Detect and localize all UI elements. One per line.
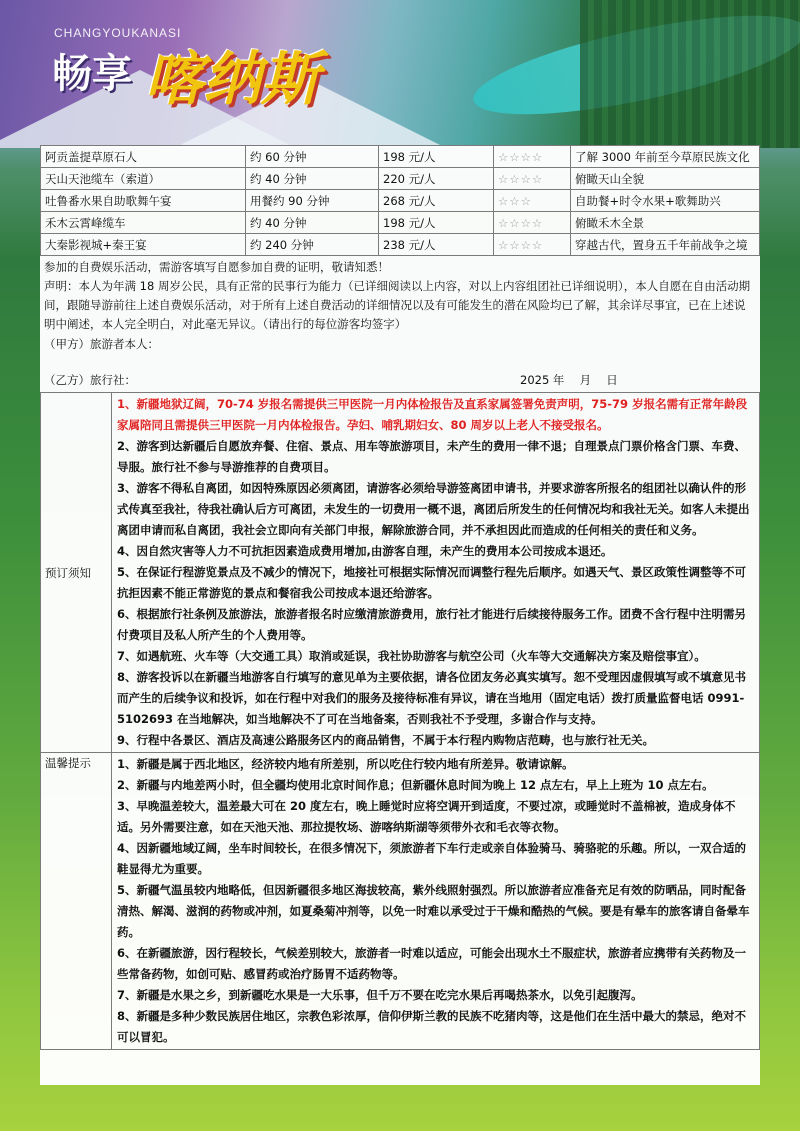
booking-note-item: 3、游客不得私自离团，如因特殊原因必须离团，请游客必须给导游签离团申请书，并要求游客所报名的组团社以确认件的形式传真至我社，待我社确认后方可离团，未发生的一切费用一概不退，离团后所发生的任何情况均和我社无关。如客人未提出离团申请而私自离团，我社会立即向有关部门申报，解除旅游合同，并不承担因此而造成的任何相关的责任和义务。 bbox=[117, 481, 750, 537]
activity-name: 天山天池缆车（索道） bbox=[41, 168, 246, 190]
travel-tips-label: 温馨提示 bbox=[41, 753, 112, 1050]
booking-note-item: 1、新疆地狱辽阔，70-74 岁报名需提供三甲医院一月内体检报告及直系家属签署免责声明，75-79 岁报名需有正常年龄段家属陪同且需提供三甲医院一月内体检报告。孕妇、哺乳期妇女、80 周岁以上老人不接受报名。 bbox=[117, 397, 748, 432]
activity-rating: ☆☆☆☆ bbox=[494, 212, 571, 234]
banner-title-script: 喀纳斯 bbox=[145, 45, 320, 113]
activity-rating: ☆☆☆☆ bbox=[494, 234, 571, 256]
activity-description: 俯瞰天山全貌 bbox=[571, 168, 760, 190]
forest-graphic bbox=[580, 0, 800, 148]
booking-note-item: 6、根据旅行社条例及旅游法，旅游者报名时应缴清旅游费用，旅行社才能进行后续接待服务工作。团费不含行程中注明需另付费项目及私人所产生的个人费用等。 bbox=[117, 607, 746, 642]
activity-rating: ☆☆☆☆ bbox=[494, 168, 571, 190]
booking-note-item: 7、如遇航班、火车等（大交通工具）取消或延误，我社协助游客与航空公司（火车等大交通解决方案及赔偿事宜）。 bbox=[117, 649, 706, 663]
table-row bbox=[41, 168, 760, 190]
party-a-label: （甲方）旅游者本人： bbox=[44, 337, 159, 351]
activity-duration: 用餐约 90 分钟 bbox=[246, 190, 379, 212]
optional-activities-table bbox=[40, 145, 760, 256]
booking-note-item: 9、行程中各景区、酒店及高速公路服务区内的商品销售，不属于本行程内购物店范畴，也与旅行社无关。 bbox=[117, 733, 654, 747]
self-pay-notice: 参加的自费娱乐活动，需游客填写自愿参加自费的证明，敬请知悉！ bbox=[44, 260, 389, 274]
travel-tips-content bbox=[112, 753, 760, 1050]
tip-item: 2、新疆与内地差两小时，但全疆均使用北京时间作息；但新疆休息时间为晚上 12 点左右，早上上班为 10 点左右。 bbox=[117, 778, 714, 792]
activity-duration: 约 240 分钟 bbox=[246, 234, 379, 256]
activity-name: 禾木云霄峰缆车 bbox=[41, 212, 246, 234]
party-a-signature-line bbox=[40, 334, 760, 354]
tip-item: 3、早晚温差较大，温差最大可在 20 度左右，晚上睡觉时应将空调开到适度，不要过凉，或睡觉时不盖棉被，造成身体不适。另外需要注意，如在天池天池、那拉提牧场、游喀纳斯湖等须带外衣和毛衣等衣物。 bbox=[117, 799, 736, 834]
table-row bbox=[41, 146, 760, 168]
table-row bbox=[41, 190, 760, 212]
activity-price: 220 元/人 bbox=[379, 168, 494, 190]
booking-notes-table bbox=[40, 392, 760, 1050]
banner-title-prefix: 畅享 bbox=[52, 51, 132, 97]
booking-notes-label: 预订须知 bbox=[41, 393, 112, 753]
tip-item: 4、因新疆地域辽阔，坐车时间较长，在很多情况下，须旅游者下车行走或亲自体验骑马、骑骆驼的乐趣。所以，一双合适的鞋显得尤为重要。 bbox=[117, 841, 746, 876]
banner-subtitle: CHANGYOUKANASI bbox=[54, 26, 182, 40]
tip-item: 1、新疆是属于西北地区，经济较内地有所差别，所以吃住行较内地有所差异。敬请谅解。 bbox=[117, 757, 574, 771]
activity-name: 大秦影视城+秦王宴 bbox=[41, 234, 246, 256]
signature-date: 2025 年 月 日 bbox=[520, 373, 618, 387]
document-sheet bbox=[40, 145, 760, 1085]
tip-item: 5、新疆气温虽较内地略低，但因新疆很多地区海拔较高，紫外线照射强烈。所以旅游者应准备充足有效的防晒品，同时配备清热、解渴、滋润的药物或冲剂，如夏桑菊冲剂等，以免一时难以承受过于干燥和酷热的气候。要是有晕车的旅客请自备晕车药。 bbox=[117, 883, 750, 939]
booking-note-item: 4、因自然灾害等人力不可抗拒因素造成费用增加,由游客自理，未产生的费用本公司按成本退还。 bbox=[117, 544, 613, 558]
activity-description: 穿越古代，置身五千年前战争之境 bbox=[571, 234, 760, 256]
activity-price: 198 元/人 bbox=[379, 212, 494, 234]
activity-name: 阿贡盖提草原石人 bbox=[41, 146, 246, 168]
booking-notes-content bbox=[112, 393, 760, 753]
activity-duration: 约 40 分钟 bbox=[246, 168, 379, 190]
activity-duration: 约 60 分钟 bbox=[246, 146, 379, 168]
activity-name: 吐鲁番水果自助歌舞午宴 bbox=[41, 190, 246, 212]
activity-description: 自助餐+时令水果+歌舞助兴 bbox=[571, 190, 760, 212]
footer-background bbox=[0, 1085, 800, 1131]
booking-note-item: 8、游客投诉以在新疆当地游客自行填写的意见单为主要依据，请各位团友务必真实填写。恕不受理因虚假填写或不填意见书而产生的后续争议和投诉，如在行程中对我们的服务及接待标准有异议，请在当地用（固定电话）拨打质量监督电话 0991-5102693 在当地解决，如当地解决不了可在当地备案，否则我社不予受理，多谢合作与支持。 bbox=[117, 670, 746, 726]
party-b-signature-line bbox=[40, 370, 760, 390]
activity-description: 了解 3000 年前至今草原民族文化 bbox=[571, 146, 760, 168]
party-b-label: （乙方）旅行社： bbox=[44, 373, 136, 387]
declaration-text: 声明：本人为年满 18 周岁公民，具有正常的民事行为能力（已详细阅读以上内容，对以上内容组团社已详细说明），本人自愿在自由活动期间，跟随导游前往上述自费娱乐活动，对于所有上述自费活动的详细情况以及有可能发生的潜在风险均已了解，其余详尽事宜，已在上述说明中阐述，本人完全明白，对此毫无异议。（请出行的每位游客均签字） bbox=[44, 279, 751, 331]
activity-description: 俯瞰禾木全景 bbox=[571, 212, 760, 234]
booking-note-item: 5、在保证行程游览景点及不减少的情况下，地接社可根据实际情况而调整行程先后顺序。如遇天气、景区政策性调整等不可抗拒因素不能正常游览的景点和餐宿我公司按成本退还给游客。 bbox=[117, 565, 746, 600]
activity-duration: 约 40 分钟 bbox=[246, 212, 379, 234]
activity-price: 268 元/人 bbox=[379, 190, 494, 212]
tip-item: 7、新疆是水果之乡，到新疆吃水果是一大乐事，但千万不要在吃完水果后再喝热茶水，以免引起腹泻。 bbox=[117, 988, 643, 1002]
activity-rating: ☆☆☆ bbox=[494, 190, 571, 212]
booking-note-item: 2、游客到达新疆后自愿放弃餐、住宿、景点、用车等旅游项目，未产生的费用一律不退；自理景点门票价格含门票、车费、导服。旅行社不参与导游推荐的自费项目。 bbox=[117, 439, 746, 474]
activity-price: 238 元/人 bbox=[379, 234, 494, 256]
booking-notes-row bbox=[41, 393, 760, 753]
table-row bbox=[41, 234, 760, 256]
tip-item: 8、新疆是多种少数民族居住地区，宗教色彩浓厚，信仰伊斯兰教的民族不吃猪肉等，这是他们在生活中最大的禁忌，绝对不可以冒犯。 bbox=[117, 1009, 746, 1044]
activity-rating: ☆☆☆☆ bbox=[494, 146, 571, 168]
tip-item: 6、在新疆旅游，因行程较长，气候差别较大，旅游者一时难以适应，可能会出现水土不服症状，旅游者应携带有关药物及一些常备药物，如创可贴、感冒药或治疗肠胃不适药物等。 bbox=[117, 946, 746, 981]
header-banner bbox=[0, 0, 800, 148]
signature-spacer bbox=[40, 354, 760, 370]
activity-price: 198 元/人 bbox=[379, 146, 494, 168]
travel-tips-row bbox=[41, 753, 760, 1050]
table-row bbox=[41, 212, 760, 234]
